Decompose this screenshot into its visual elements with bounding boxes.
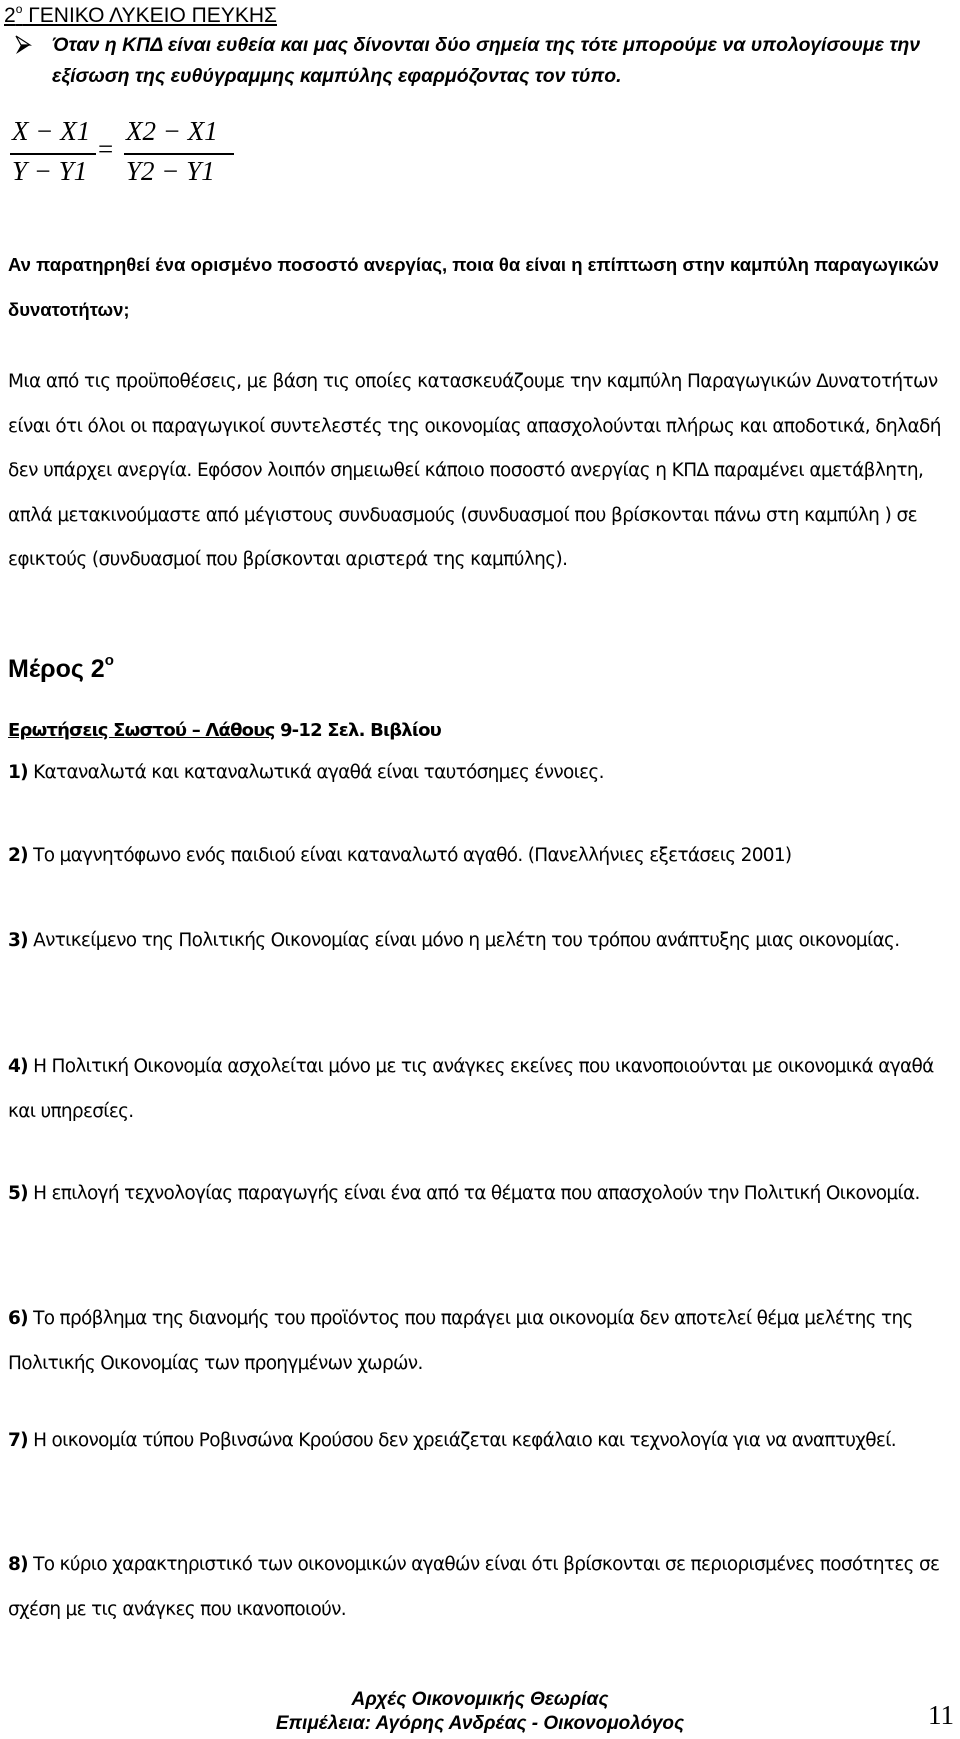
school-number: 2: [4, 4, 16, 27]
formula-numerator-left: X − X1: [12, 116, 91, 146]
footer-author: Επιμέλεια: Αγόρης Ανδρέας - Οικονομολόγος: [275, 1713, 685, 1734]
list-item: [8, 1172, 954, 1217]
page-number: 11: [928, 1700, 954, 1730]
item-number: 3): [8, 930, 28, 951]
list-item: [8, 834, 954, 879]
list-item: [8, 1419, 954, 1464]
formula-equals: =: [98, 134, 114, 164]
list-item: [8, 1543, 954, 1632]
true-false-title-rest: 9-12 Σελ. Βιβλίου: [274, 720, 442, 741]
item-text: Το κύριο χαρακτηριστικό των οικονομικών αγαθών είναι ότι βρίσκονται σε περιορισμένες ποσότητες σε σχέση με τις ανάγκες που ικανοποιούν.: [8, 1554, 940, 1620]
item-number: 5): [8, 1183, 28, 1204]
part-sup: ο: [104, 652, 114, 669]
item-number: 4): [8, 1056, 28, 1077]
list-item: [8, 751, 954, 796]
true-false-title-underlined: Ερωτήσεις Σωστού – Λάθους: [8, 720, 275, 741]
formula-numerator-right: X2 − X1: [126, 116, 218, 146]
item-text: Η Πολιτική Οικονομία ασχολείται μόνο με τις ανάγκες εκείνες που ικανοποιούνται με οικονομικά αγαθά και υπηρεσίες.: [8, 1056, 934, 1122]
school-header: [4, 2, 277, 28]
page-footer: [0, 1688, 960, 1736]
item-number: 1): [8, 762, 28, 783]
footer-course-title: Αρχές Οικονομικής Θεωρίας: [351, 1689, 609, 1710]
item-number: 7): [8, 1430, 28, 1451]
item-number: 8): [8, 1554, 28, 1575]
list-item: [8, 1297, 954, 1386]
school-name: ΓΕΝΙΚΟ ΛΥΚΕΙΟ ΠΕΥΚΗΣ: [22, 4, 277, 27]
question-heading: Αν παρατηρηθεί ένα ορισμένο ποσοστό ανεργίας, ποια θα είναι η επίπτωση στην καμπύλη παραγωγικών δυνατοτήτων;: [8, 254, 939, 320]
intro-text: Όταν η ΚΠΔ είναι ευθεία και μας δίνονται δύο σημεία της τότε μπορούμε να υπολογίσουμε την εξίσωση της ευθύγραμμης καμπύλης εφαρμόζοντας τον τύπο.: [52, 34, 921, 87]
line-equation-formula: [8, 112, 238, 192]
part-label: Μέρος 2: [8, 655, 105, 683]
formula-denominator-right: Y2 − Y1: [126, 156, 215, 186]
item-text: Η επιλογή τεχνολογίας παραγωγής είναι ένα από τα θέματα που απασχολούν την Πολιτική Οικονομία.: [27, 1183, 920, 1204]
item-number: 2): [8, 845, 28, 866]
item-number: 6): [8, 1308, 28, 1329]
answer-paragraph: Μια από τις προϋποθέσεις, με βάση τις οποίες κατασκευάζουμε την καμπύλη Παραγωγικών Δυνατοτήτων είναι ότι όλοι οι παραγωγικοί συντελεστές της οικονομίας απασχολούνται πλήρως και αποδοτικά, δηλαδή δεν υπάρχει ανεργία. Εφόσον λοιπόν σημειωθεί κάποιο ποσοστό ανεργίας η ΚΠΔ παραμένει αμετάβλητη, απλά μετακινούμαστε από μέγιστους συνδυασμούς (συνδυασμοί που βρίσκονται πάνω στη καμπύλη ) σε εφικτούς (συνδυασμοί που βρίσκονται αριστερά της καμπύλης).: [8, 371, 941, 570]
item-text: Το μαγνητόφωνο ενός παιδιού είναι καταναλωτό αγαθό. (Πανελλήνιες εξετάσεις 2001): [27, 845, 792, 866]
arrow-bullet-icon: [14, 34, 32, 56]
item-text: Καταναλωτά και καταναλωτικά αγαθά είναι ταυτόσημες έννοιες.: [27, 762, 604, 783]
true-false-title: [8, 720, 441, 741]
school-number-sup: ο: [15, 2, 23, 16]
list-item: [8, 1045, 954, 1134]
formula-denominator-left: Y − Y1: [12, 156, 88, 186]
fraction-bar-left: [10, 153, 96, 155]
item-text: Η οικονομία τύπου Ροβινσώνα Κρούσου δεν χρειάζεται κεφάλαιο και τεχνολογία για να αναπτυχθεί.: [27, 1430, 896, 1451]
item-text: Αντικείμενο της Πολιτικής Οικονομίας είναι μόνο η μελέτη του τρόπου ανάπτυξης μιας οικονομίας.: [27, 930, 900, 951]
list-item: [8, 919, 954, 964]
item-text: Το πρόβλημα της διανομής του προϊόντος που παράγει μια οικονομία δεν αποτελεί θέμα μελέτης της Πολιτικής Οικονομίας των προηγμένων χωρών.: [8, 1308, 913, 1374]
part-heading: [8, 652, 114, 684]
fraction-bar-right: [124, 153, 234, 155]
